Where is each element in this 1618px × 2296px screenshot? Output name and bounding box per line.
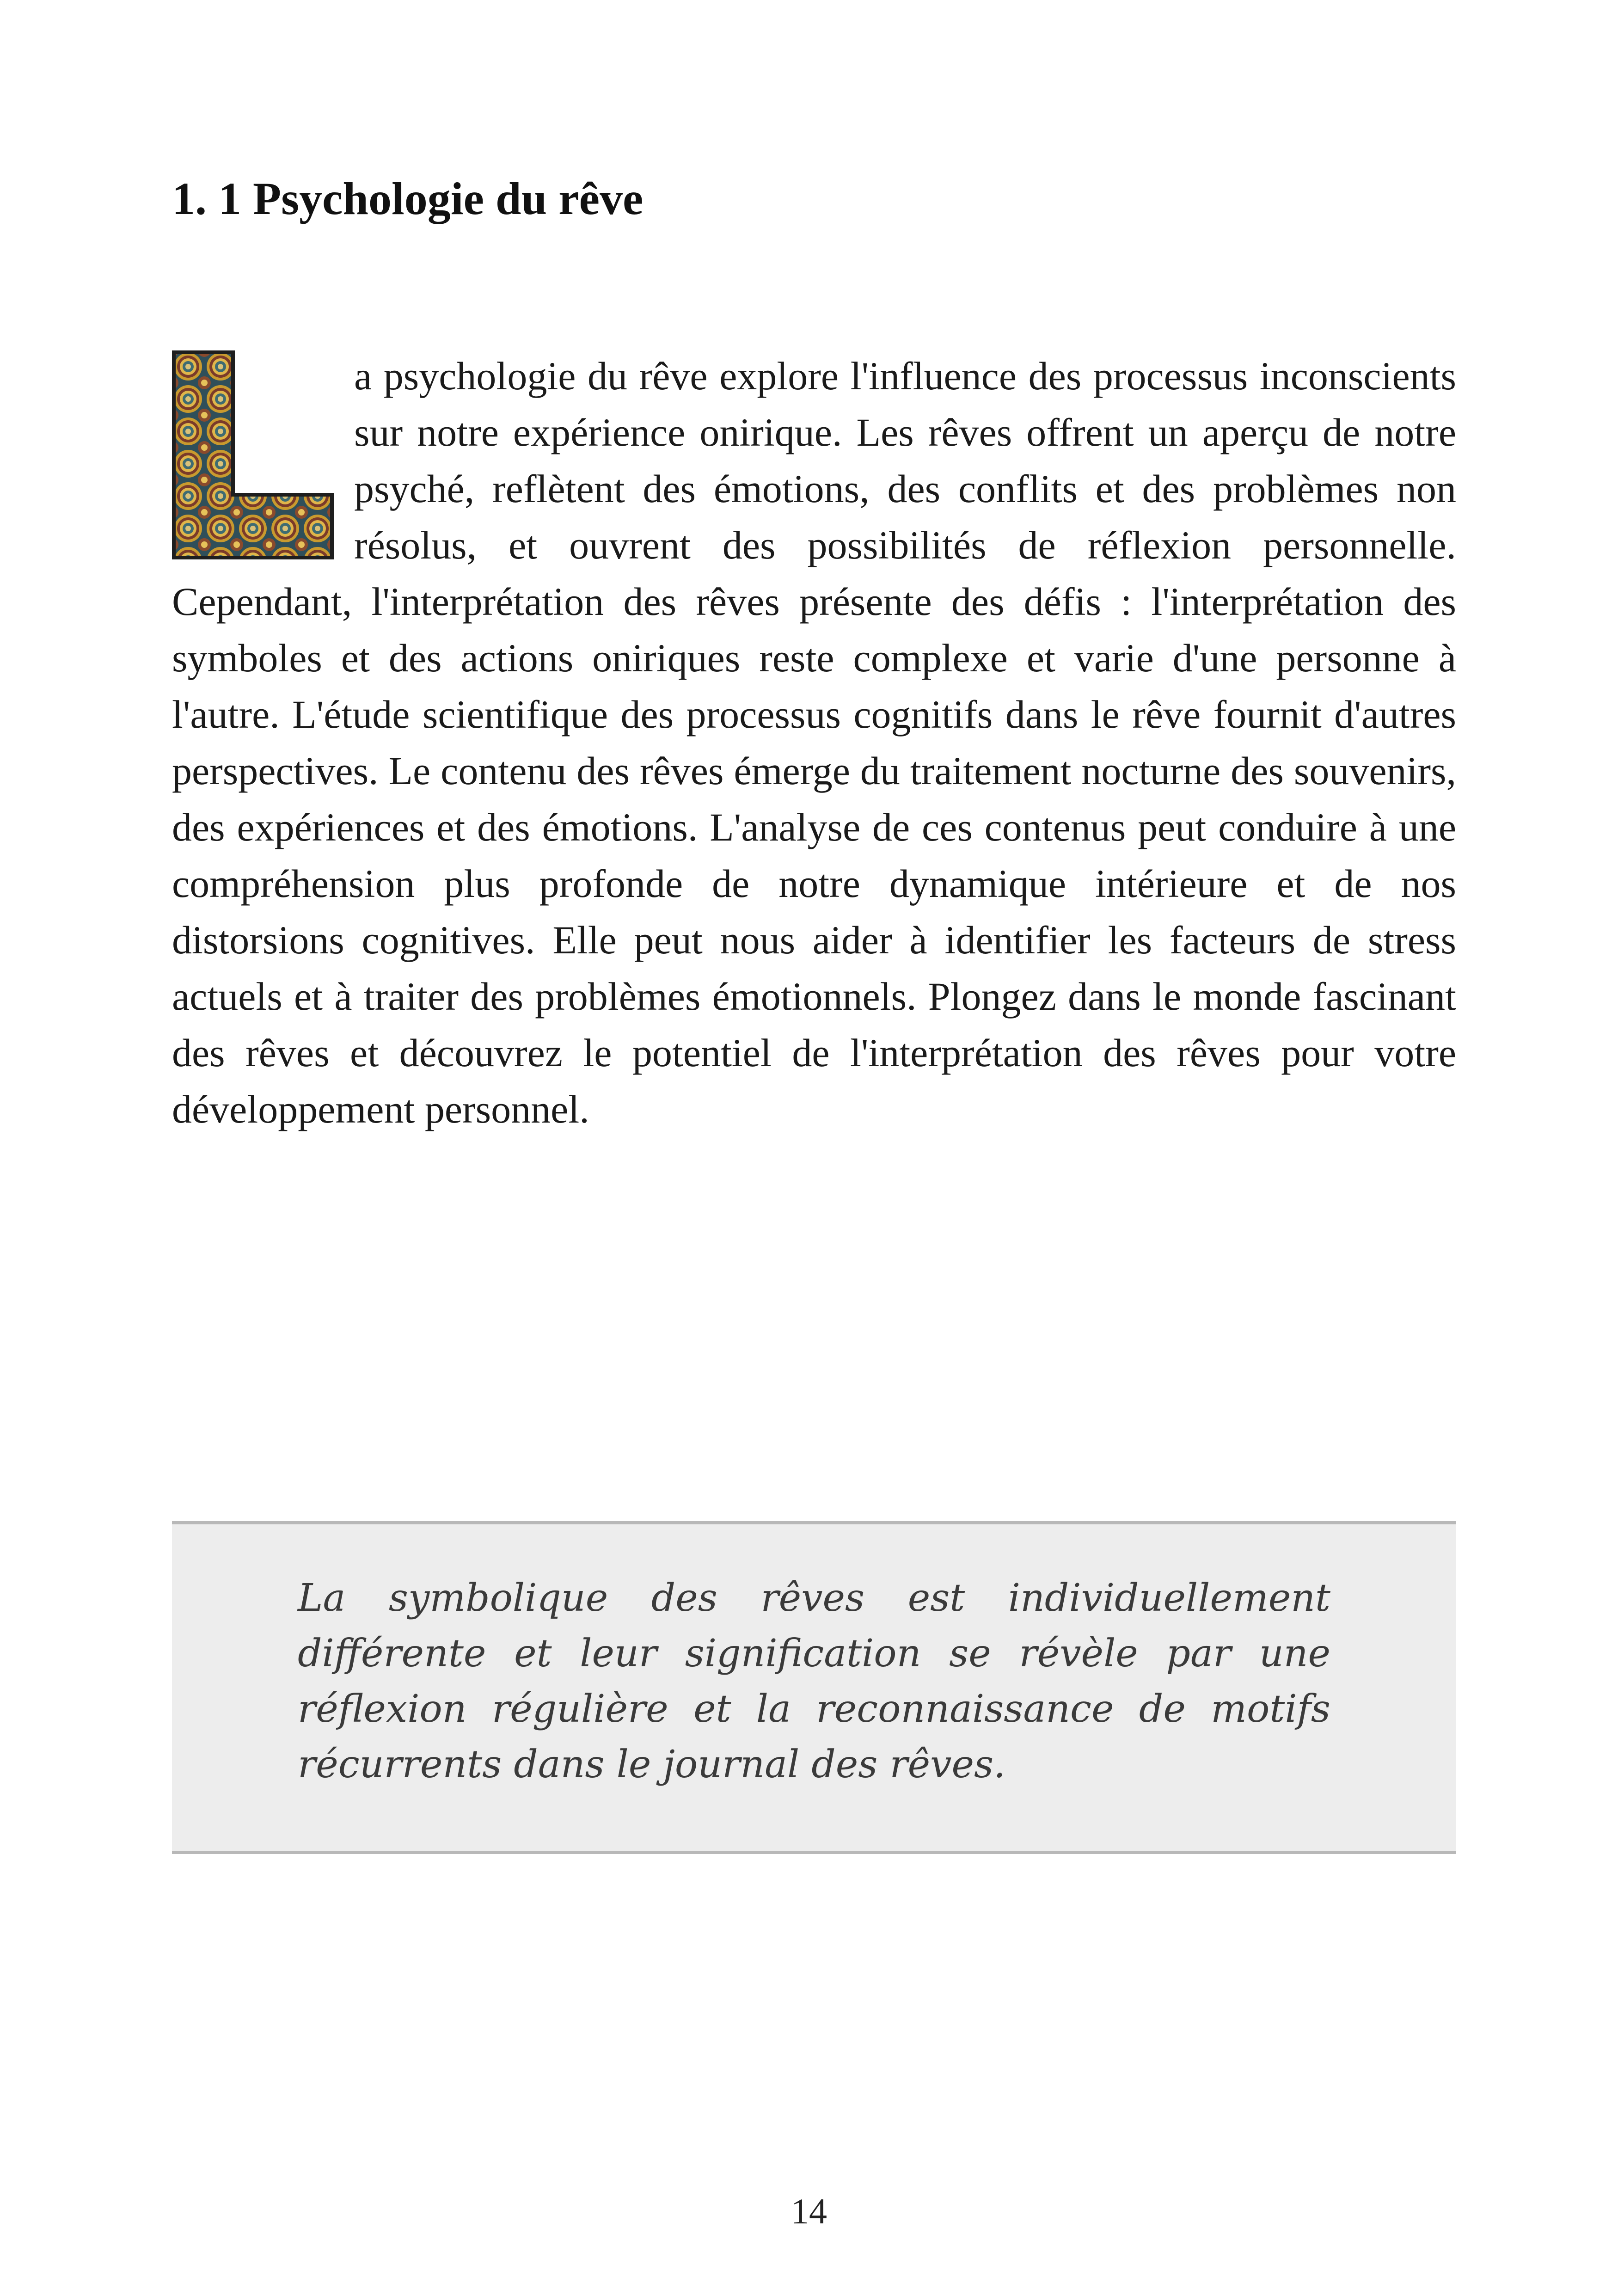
decorative-dropcap-l-icon [172, 350, 334, 559]
page-number: 14 [791, 2191, 827, 2231]
section-title: 1. 1 Psychologie du rêve [172, 173, 644, 224]
body-text: a psychologie du rêve explore l'influence des processus inconscients sur notre expérience onirique. Les rêves offrent un aperçu de notre psyché, reflètent des émotions, des conflits et des problèmes non résolus, et ouvrent des possibilités de réflexion personnelle. Cependant, l'interprétation des rêves présente des défis : l'interprétation des symboles et des actions oniriques reste complexe et varie d'une personne à l'autre. L'étude scientifique des processus cognitifs dans le rêve fournit d'autres perspectives. Le contenu des rêves émerge du traitement nocturne des souvenirs, des expériences et des émotions. L'analyse de ces contenus peut conduire à une compréhension plus profonde de notre dynamique intérieure et de nos distorsions cognitives. Elle peut nous aider à identifier les facteurs de stress actuels et à traiter des problèmes émotionnels. Plongez dans le monde fascinant des rêves et découvrez le potentiel de l'interprétation des rêves pour votre développement personnel. [172, 354, 1456, 1131]
callout-box [172, 1521, 1456, 1854]
body-paragraph [172, 348, 1456, 1137]
callout-text: La symbolique des rêves est individuellement différente et leur signification se révèle par une réflexion régulière et la reconnaissance de motifs récurrents dans le journal des rêves. [298, 1576, 1330, 1786]
